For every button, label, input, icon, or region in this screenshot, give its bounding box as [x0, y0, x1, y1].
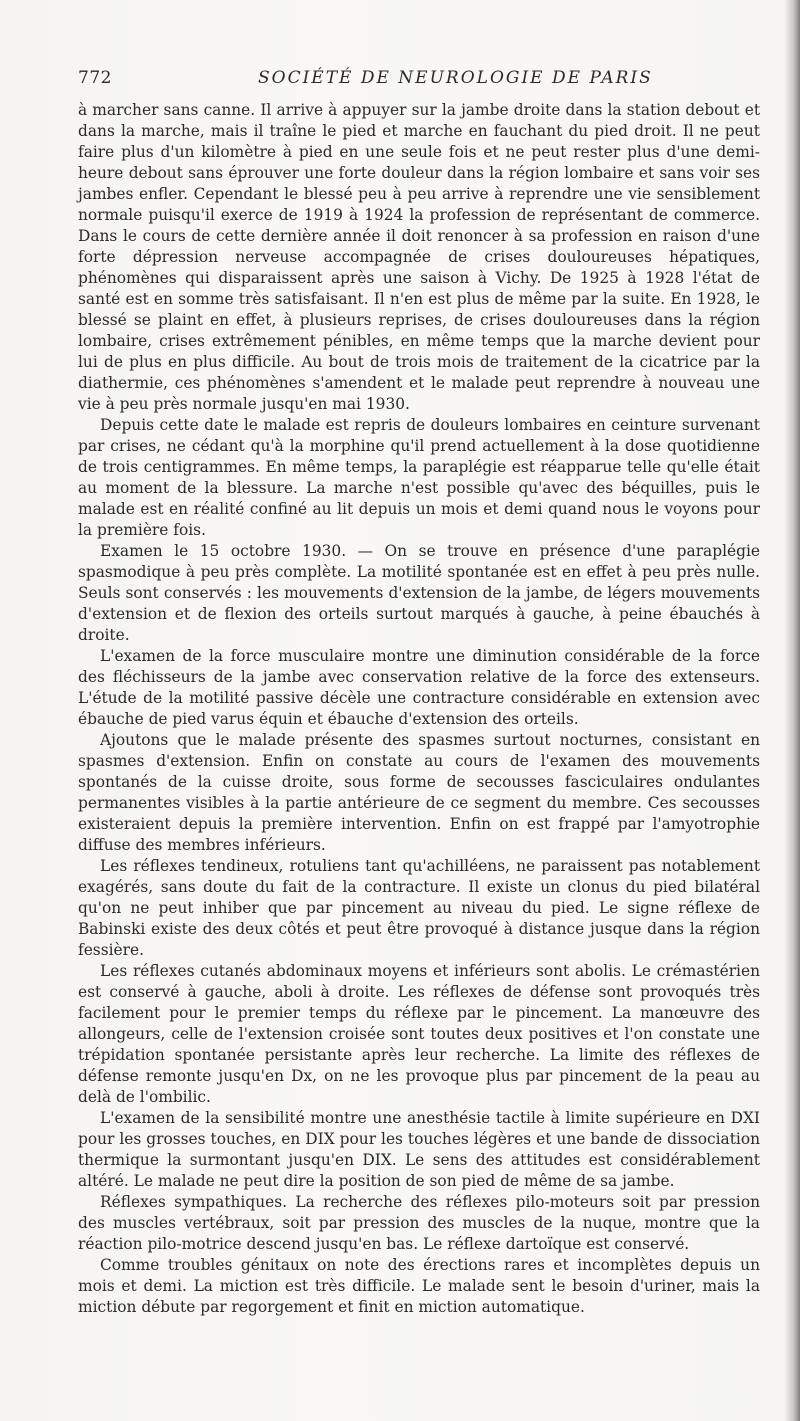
- paragraph: Les réflexes cutanés abdominaux moyens et inférieurs sont abolis. Le crémastérien est conservé à gauche, aboli à droite. Les réflexes de défense sont provoqués très facilement pour le premier temps du réflexe par le pincement. La manœuvre des allongeurs, celle de l'extension croisée sont toutes deux positives et l'on constate une trépidation spontanée persistante après leur recherche. La limite des réflexes de défense remonte jusqu'en Dx, on ne les provoque plus par pincement de la peau au delà de l'ombilic.: [78, 962, 760, 1106]
- paragraph: Depuis cette date le malade est repris de douleurs lombaires en ceinture survenant par crises, ne cédant qu'à la morphine qu'il prend actuellement à la dose quotidienne de trois centigrammes. En même temps, la paraplégie est réapparue telle qu'elle était au moment de la blessure. La marche n'est possible qu'avec des béquilles, puis le malade est en réalité confiné au lit depuis un mois et demi quand nous le voyons pour la première fois.: [78, 416, 760, 539]
- running-head: SOCIÉTÉ DE NEUROLOGIE DE PARIS: [258, 68, 653, 88]
- paragraph: Examen le 15 octobre 1930. — On se trouve en présence d'une paraplégie spasmodique à peu près complète. La motilité spontanée est en effet à peu près nulle. Seuls sont conservés : les mouvements d'extension de la jambe, de légers mouvements d'extension et de flexion des orteils surtout marqués à gauche, à peine ébauchés à droite.: [78, 542, 760, 644]
- paragraph: à marcher sans canne. Il arrive à appuyer sur la jambe droite dans la station debout et dans la marche, mais il traîne le pied et marche en fauchant du pied droit. Il ne peut faire plus d'un kilomètre à pied en une seule fois et ne peut rester plus d'une demi-heure debout sans éprouver une forte douleur dans la région lombaire et sans voir ses jambes enfler. Cependant le blessé peu à peu arrive à reprendre une vie sensiblement normale puisqu'il exerce de 1919 à 1924 la profession de représentant de commerce. Dans le cours de cette dernière année il doit renoncer à sa profession en raison d'une forte dépression nerveuse accompagnée de crises douloureuses hépatiques, phénomènes qui disparaissent après une saison à Vichy. De 1925 à 1928 l'état de santé est en somme très satisfaisant. Il n'en est plus de même par la suite. En 1928, le blessé se plaint en effet, à plusieurs reprises, de crises douloureuses dans la région lombaire, crises extrêmement pénibles, en même temps que la marche devient pour lui de plus en plus difficile. Au bout de trois mois de traitement de la cicatrice par la diathermie, ces phénomènes s'amendent et le malade peut reprendre à nouveau une vie à peu près normale jusqu'en mai 1930.: [78, 101, 760, 413]
- paragraph: Les réflexes tendineux, rotuliens tant qu'achilléens, ne paraissent pas notablement exagérés, sans doute du fait de la contracture. Il existe un clonus du pied bilatéral qu'on ne peut inhiber que par pincement au niveau du pied. Le signe réflexe de Babinski existe des deux côtés et peut être provoqué à distance jusque dans la région fessière.: [78, 857, 760, 959]
- paragraph: Réflexes sympathiques. La recherche des réflexes pilo-moteurs soit par pression des muscles vertébraux, soit par pression des muscles de la nuque, montre que la réaction pilo-motrice descend jusqu'en bas. Le réflexe dartoïque est conservé.: [78, 1193, 760, 1253]
- paragraph: L'examen de la sensibilité montre une anesthésie tactile à limite supérieure en DXI pour les grosses touches, en DIX pour les touches légères et une bande de dissociation thermique la surmontant jusqu'en DIX. Le sens des attitudes est considérablement altéré. Le malade ne peut dire la position de son pied de même de sa jambe.: [78, 1109, 760, 1190]
- paragraph: Ajoutons que le malade présente des spasmes surtout nocturnes, consistant en spasmes d'extension. Enfin on constate au cours de l'examen des mouvements spontanés de la cuisse droite, sous forme de secousses fasciculaires ondulantes permanentes visibles à la partie antérieure de ce segment du membre. Ces secousses existeraient depuis la première intervention. Enfin on est frappé par l'amyotrophie diffuse des membres inférieurs.: [78, 731, 760, 854]
- body-text: [78, 100, 760, 1318]
- page-gutter-shadow: [784, 0, 800, 1421]
- paragraph: L'examen de la force musculaire montre une diminution considérable de la force des fléchisseurs de la jambe avec conservation relative de la force des extenseurs. L'étude de la motilité passive décèle une contracture considérable en extension avec ébauche de pied varus équin et ébauche d'extension des orteils.: [78, 647, 760, 728]
- page-number: 772: [78, 68, 112, 88]
- page-header: [78, 68, 758, 92]
- paragraph: Comme troubles génitaux on note des érections rares et incomplètes depuis un mois et demi. La miction est très difficile. Le malade sent le besoin d'uriner, mais la miction débute par regorgement et finit en miction automatique.: [78, 1256, 760, 1316]
